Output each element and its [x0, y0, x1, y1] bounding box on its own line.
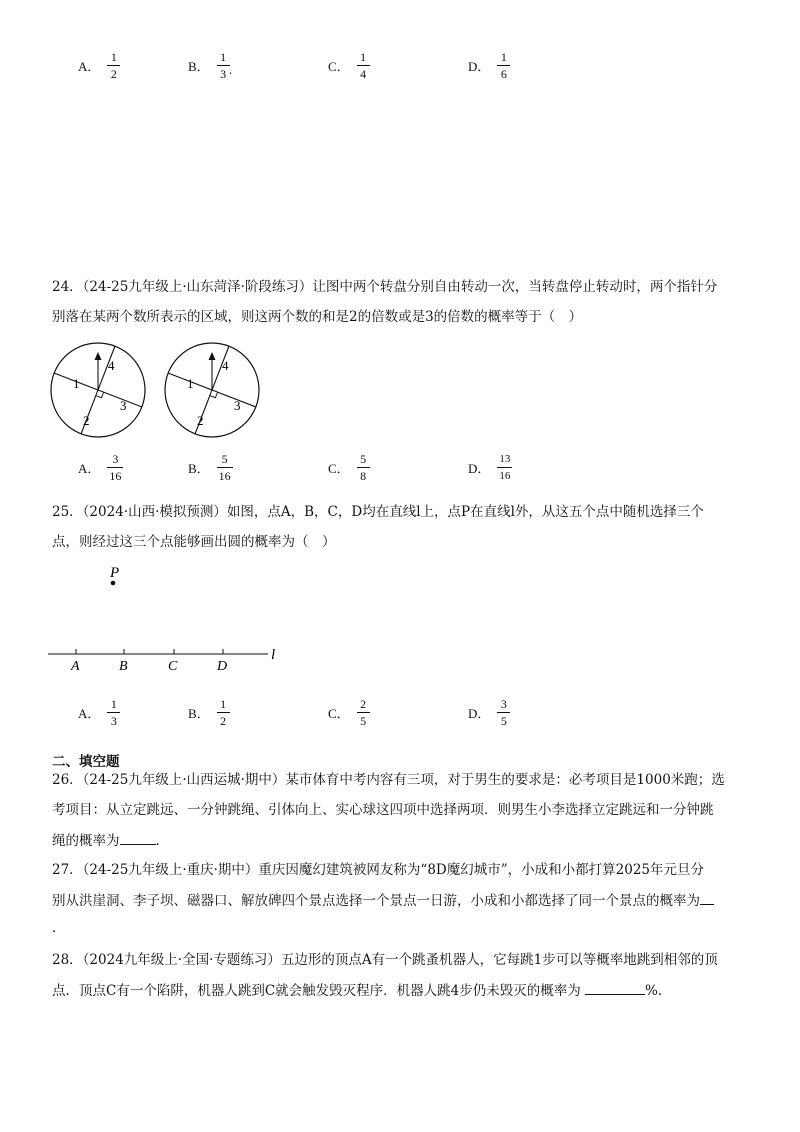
spinner-left [51, 343, 145, 437]
q25-text-line1: 25．（2024·山西·模拟预测）如图，点A，B，C，D均在直线l上，点P在直线l外，从这五个点中随机选择三个 [52, 504, 704, 520]
q24-text-line2: 别落在某两个数所表示的区域，则这两个数的和是2的倍数或是3的倍数的概率等于（ ） [52, 309, 583, 325]
q28-text-line2: 点．顶点C有一个陷阱，机器人跳到C就会触发毁灭程序．机器人跳4步仍未毁灭的概率为 %. [52, 980, 772, 1001]
q27-text-line1: 27．（24-25九年级上·重庆·期中）重庆因魔幻建筑被网友称为“8D魔幻城市”，小成和小都打算2025年元旦分 [52, 862, 704, 878]
q26-text-line2: 考项目：从立定跳远、一分钟跳绳、引体向上、实心球这四项中选择两项．则男生小李选择立定跳远和一分钟跳 [52, 802, 714, 818]
spinner-number: 2 [83, 413, 90, 428]
answer-blank[interactable] [700, 890, 714, 905]
q24-option-c[interactable]: C． $\frac{5}{8}$ [328, 452, 369, 483]
point-b-label: B [119, 659, 128, 674]
q27-text-line2: 别从洪崖洞、李子坝、磁器口、解放碑四个景点选择一个景点一日游，小成和小都选择了同一个景点的概率为 [52, 890, 772, 911]
point-d-label: D [217, 659, 228, 674]
answer-blank[interactable] [585, 980, 645, 995]
q23-option-a[interactable]: A． $\frac{1}{2}$ [78, 50, 119, 81]
q24-option-b[interactable]: B． $\frac{5}{16}$ [188, 452, 231, 483]
q25-option-a[interactable]: A． $\frac{1}{3}$ [78, 697, 119, 728]
q25-figure [40, 555, 300, 675]
q25-option-c[interactable]: C． $\frac{2}{5}$ [328, 697, 369, 728]
fraction: $\frac{1}{2}$ [108, 50, 119, 81]
q26-text-line1: 26．（24-25九年级上·山西运城·期中）某市体育中考内容有三项，对于男生的要求是：必考项目是1000米跑；选 [52, 772, 725, 788]
spinner-number: 4 [108, 358, 115, 373]
q23-option-c[interactable]: C． $\frac{1}{4}$ [328, 50, 369, 81]
q26-text-line3: 绳的概率为 ． [52, 830, 772, 851]
answer-blank[interactable] [120, 830, 156, 845]
q25-option-b[interactable]: B． $\frac{1}{2}$ [188, 697, 229, 728]
fraction: $\frac{1}{6}$ [498, 50, 509, 81]
q24-option-a[interactable]: A． $\frac{3}{16}$ [78, 452, 122, 483]
section-heading: 二、填空题 [52, 754, 120, 770]
fraction: $\frac{1}{4}$ [358, 50, 369, 81]
point-p [111, 581, 116, 586]
spinner-number: 1 [187, 376, 194, 391]
spinner-number: 3 [234, 398, 241, 413]
spinner-number: 2 [197, 413, 204, 428]
fraction: $\frac{1}{3}$ [218, 50, 229, 81]
q23-option-d[interactable]: D． $\frac{1}{6}$ [468, 50, 509, 81]
spinner-number: 4 [222, 358, 229, 373]
spinner-number: 1 [73, 376, 80, 391]
q24-text-line1: 24．（24-25九年级上·山东菏泽·阶段练习）让图中两个转盘分别自由转动一次，当转盘停止转动时，两个指针分 [52, 279, 718, 295]
q27-text-line3: ． [52, 920, 66, 936]
q28-text-line1: 28．（2024九年级上·全国·专题练习）五边形的顶点A有一个跳蚤机器人，它每跳1步可以等概率地跳到相邻的顶 [52, 952, 718, 968]
point-p-label: P [110, 565, 120, 581]
point-c-label: C [168, 659, 178, 674]
line-l-label: l [271, 647, 276, 663]
spinner-number: 3 [120, 398, 127, 413]
q23-option-b[interactable]: B． $\frac{1}{3}$ . [188, 50, 233, 81]
point-a-label: A [71, 659, 80, 674]
q25-option-d[interactable]: D． $\frac{3}{5}$ [468, 697, 509, 728]
q25-text-line2: 点，则经过这三个点能够画出圆的概率为（ ） [52, 534, 336, 550]
spinners-figure [48, 340, 268, 440]
spinner-right [165, 343, 259, 437]
q24-option-d[interactable]: D． $\frac{13}{16}$ [468, 453, 511, 482]
